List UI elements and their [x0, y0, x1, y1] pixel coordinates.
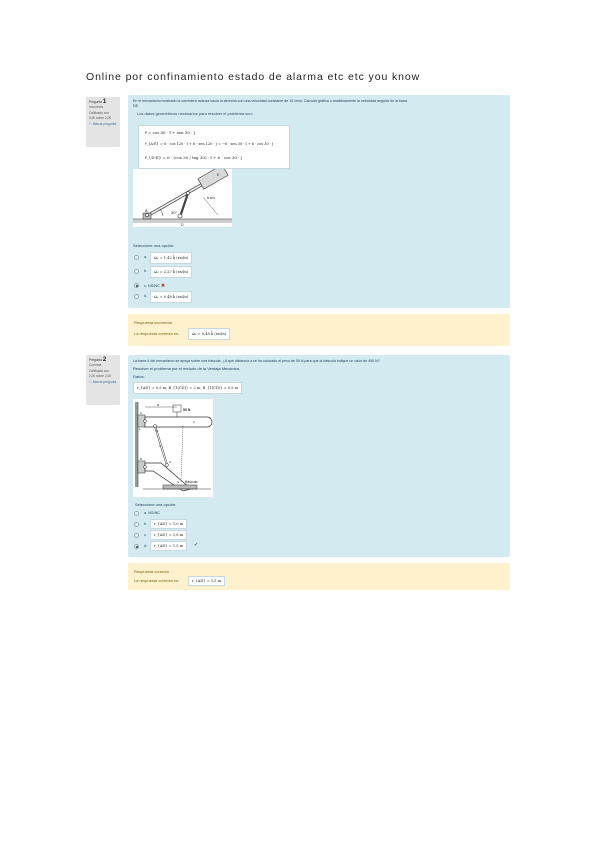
- option-letter: d.: [144, 544, 148, 548]
- feedback-correct-answer: La respuesta correcta es:: [134, 331, 180, 336]
- question-text: La barra 4 del mecanismo se apoya sobre una báscula. ¿A qué distancia a se ha colocado el peso de 50 N para que la báscula indique un valor de 400 N?: [133, 359, 380, 363]
- flag-icon: ⚐: [89, 380, 92, 385]
- figure-label: 3: [159, 444, 161, 448]
- question-text: En el mecanismo mostrado la corredera avanza hacia la derecha con una velocidad constante de 10 cm/s. Calcular gráfica o analíticamente la velocidad angular de la barra: [133, 99, 408, 103]
- question-feedback: [128, 314, 510, 346]
- question-status: Correcta: [89, 362, 102, 367]
- option-radio[interactable]: [134, 522, 139, 527]
- figure-label: A: [145, 208, 148, 213]
- question-grade: Calificado con: [89, 111, 110, 116]
- figure-label: a: [157, 403, 159, 407]
- option-text: NS/NC: [148, 284, 160, 288]
- question-text-2: Resolver el problema por el método de la Ventaja Mecánica.: [133, 366, 240, 371]
- figure-label: 6 cm: [207, 196, 215, 200]
- formula-box: [138, 125, 290, 169]
- feedback-answer-formula: ω⃗₂ = 0,48 k̂ (rad/s): [188, 328, 230, 340]
- feedback-correct-answer: La respuesta correcta es:: [134, 578, 180, 583]
- flag-icon: ⚐: [89, 122, 92, 127]
- flag-question-link[interactable]: ⚐ Marcar pregunta: [89, 122, 117, 127]
- question-status: Incorrecta: [89, 104, 104, 109]
- option-letter: b.: [144, 522, 148, 526]
- option-formula: ω⃗₂ = 0,48 k̂ (rad/s): [150, 291, 192, 303]
- question-feedback: [128, 563, 510, 590]
- options-prompt: Seleccione una opción:: [133, 243, 175, 248]
- formula-1: r⃗ = cos 30 · î + sen 30 · ĵ: [145, 130, 196, 135]
- option-letter: b.: [144, 269, 148, 273]
- option-formula: ω⃗₂ = 1,42 k̂ (rad/s): [150, 252, 192, 264]
- figure-label: B: [156, 429, 159, 433]
- figure-label: 30°: [171, 210, 178, 215]
- feedback-answer-formula: r_{AD} = 1,5 m: [188, 576, 225, 586]
- feedback-title: Respuesta correcta: [134, 569, 169, 574]
- figure-label: E: [217, 173, 220, 177]
- figure-label: D: [140, 457, 143, 461]
- option-formula: ω⃗₂ = 2,27 k̂ (rad/s): [150, 266, 192, 278]
- option-radio[interactable]: [134, 269, 139, 274]
- formula-3: r⃗_{D-E} = 6 · (cos 30 / tag 30) · î + 6 · cos 30 · ĵ: [145, 155, 242, 160]
- question-text-2: DE.: [133, 104, 139, 108]
- figure-label: C: [169, 460, 172, 464]
- data-values: r_{AD} = 0,5 m; B_{1(CD)} = 2 m; B_{1(CD)} = 0,5 m: [133, 382, 242, 394]
- option-letter: a.: [144, 255, 148, 259]
- document-title: Online por confinamiento estado de alarma etc etc you know: [86, 71, 421, 83]
- figure-label: 2: [193, 420, 195, 424]
- figure-label: D: [181, 223, 184, 227]
- question-grade-value: 0,00 sobre 2,00: [89, 115, 112, 120]
- feedback-title: Respuesta incorrecta.: [134, 320, 173, 325]
- option-radio-selected[interactable]: [134, 283, 139, 288]
- option-radio[interactable]: [134, 294, 139, 299]
- option-radio-selected[interactable]: [134, 544, 139, 549]
- figure-label: 50 N: [183, 408, 191, 412]
- incorrect-icon: ✖: [160, 283, 166, 289]
- correct-icon: ✔: [194, 542, 199, 548]
- question-info: [86, 97, 120, 147]
- question-number: Pregunta 1: [89, 99, 107, 105]
- question-intro: Los datos geométricos necesarios para resolver el problema son:: [137, 111, 253, 116]
- question-number: Pregunta 2: [89, 357, 107, 363]
- option-radio[interactable]: [134, 533, 139, 538]
- options-prompt: Seleccione una opción:: [135, 502, 177, 507]
- question-grade: Calificado con: [89, 369, 110, 374]
- question-info: [86, 355, 120, 405]
- option-letter: d.: [144, 294, 148, 298]
- figure-label: A: [140, 411, 143, 415]
- option-radio[interactable]: [134, 255, 139, 260]
- figure-label: 1: [139, 427, 141, 431]
- question-content: [128, 355, 510, 557]
- option-letter: c.: [144, 533, 147, 537]
- option-letter: c. NS/NC ✖: [144, 283, 166, 289]
- option-radio[interactable]: [134, 511, 139, 516]
- question-grade-value: 2,00 sobre 2,00: [89, 373, 112, 378]
- question-content: [128, 95, 510, 308]
- figure-label: 4: [177, 480, 179, 484]
- option-formula: r_{AD} = 1,8 m: [150, 530, 187, 540]
- mechanism-figure: [133, 169, 232, 227]
- option-text: NS/NC: [148, 511, 161, 515]
- option-formula: r_{AD} = 1,5 m: [150, 541, 187, 551]
- figure-label: Báscula: [185, 480, 198, 484]
- flag-question-link[interactable]: ⚐ Marcar pregunta: [89, 380, 117, 385]
- data-label: Datos:: [133, 374, 145, 379]
- option-letter: a. NS/NC: [144, 511, 161, 515]
- mechanism-figure: [133, 399, 213, 497]
- formula-2: r⃗_{A-E} = 6 · cos 120 · î + 6 · sen 120 · ĵ = −6 · sen 30 · î + 6 · cos 30 · ĵ: [145, 142, 274, 146]
- option-formula: r_{AD} = 1,0 m: [150, 519, 187, 529]
